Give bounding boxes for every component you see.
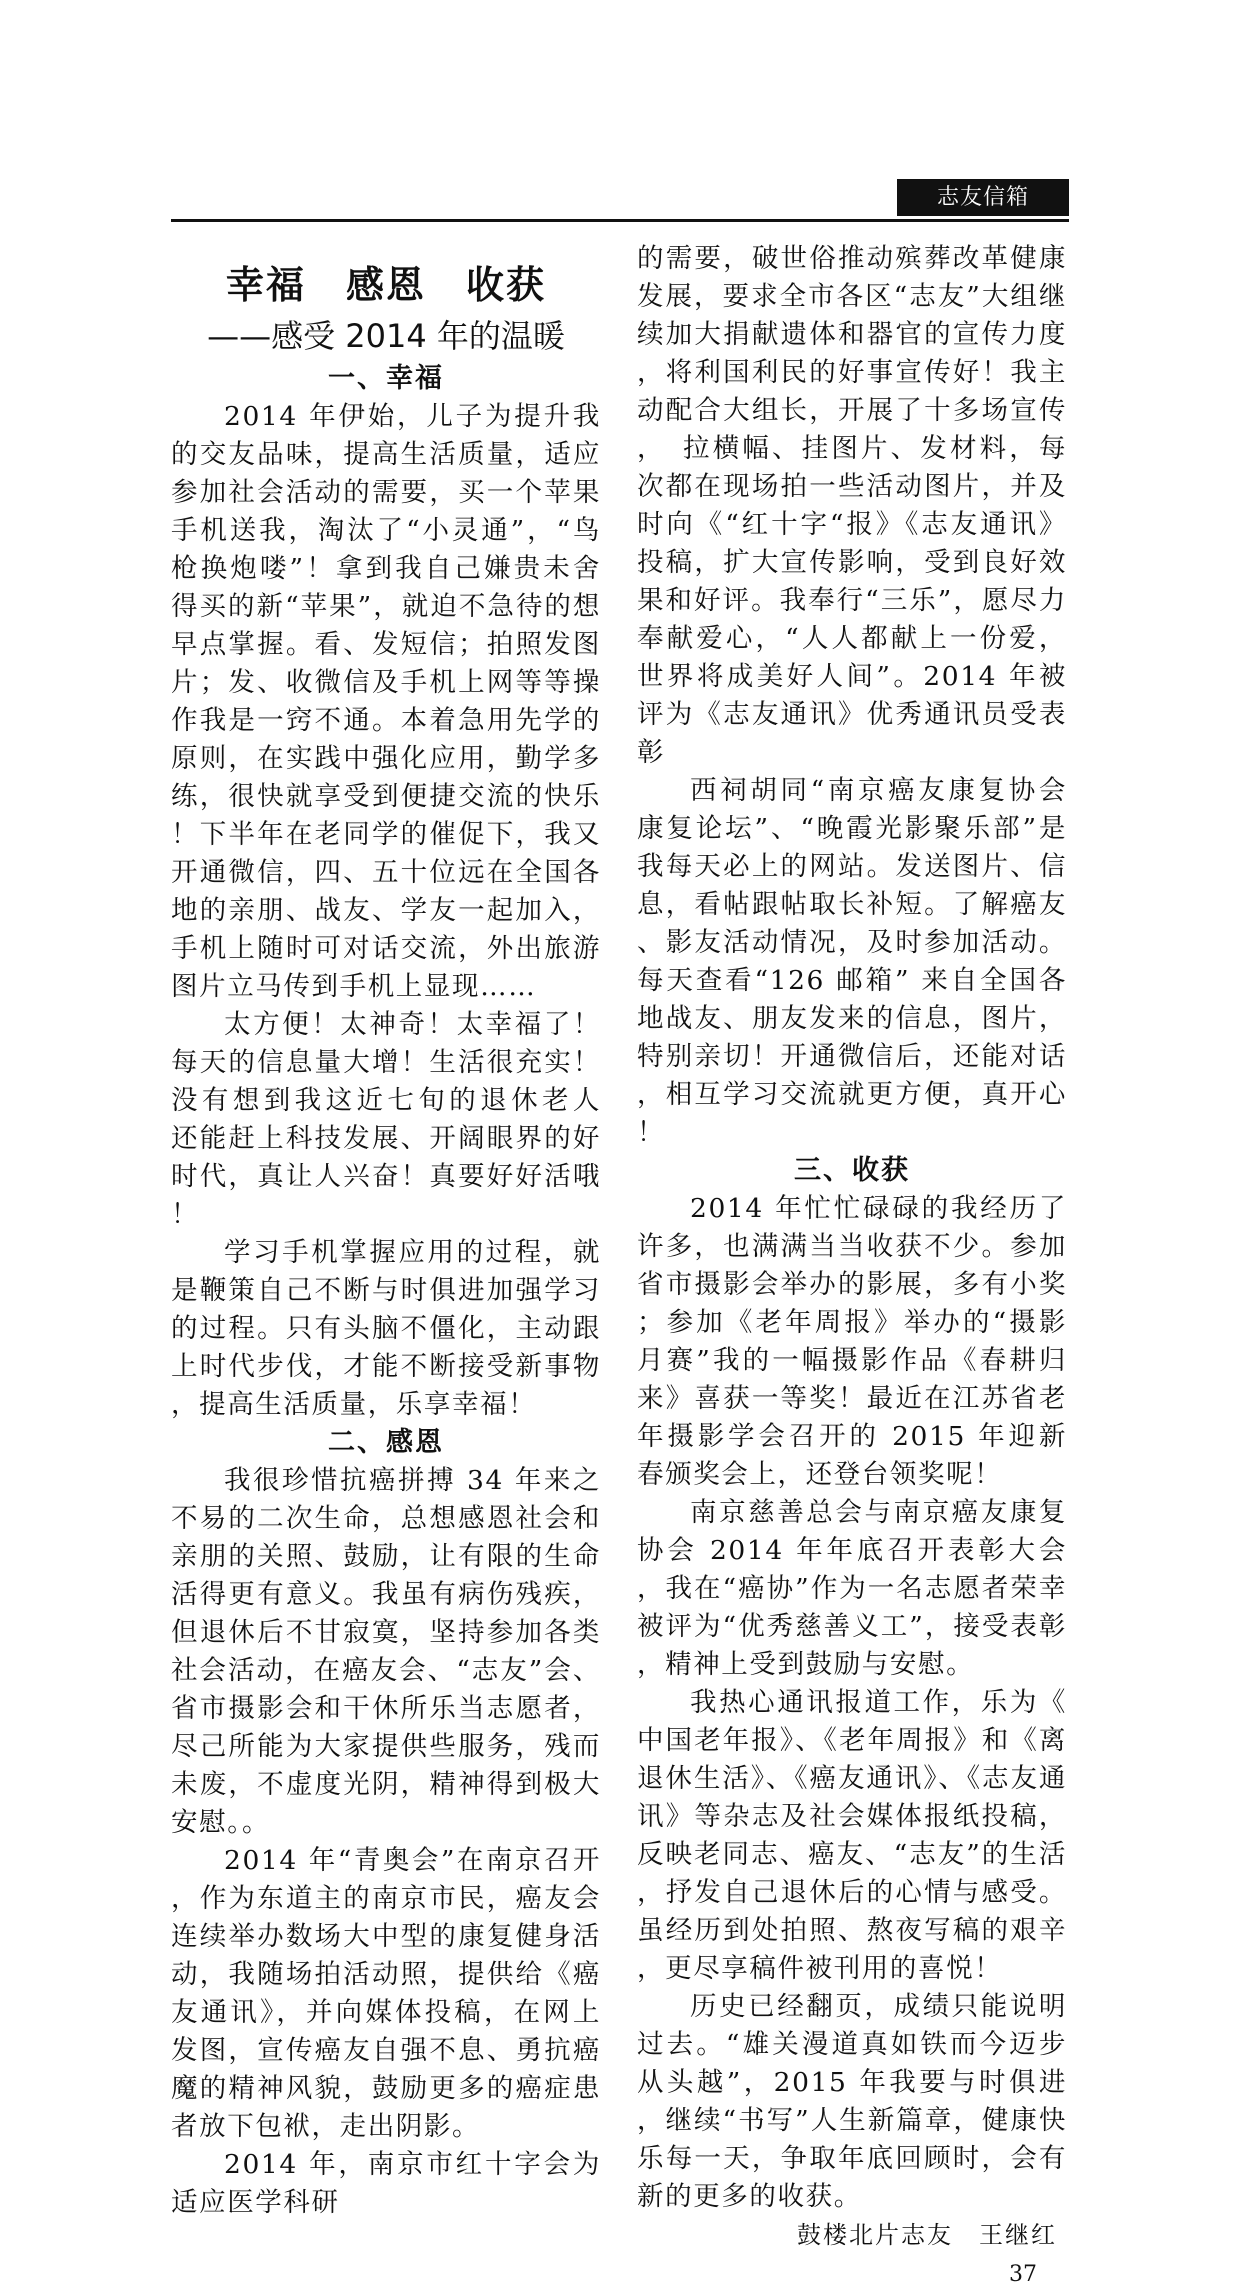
section-heading: 三、收获 [794, 1155, 910, 1186]
author-signature: 鼓楼北片志友 王继红 [797, 2221, 1057, 2249]
header-rule [171, 219, 1069, 222]
paragraph: 2014 年“青奥会”在南京召开，作为东道主的南京市民，癌友会连续举办数场大中型的康复健身活动，我随场拍活动照，提供给《癌友通讯》，并向媒体投稿，在网上发图，宣传癌友自强不息、勇抗癌魔的精神风貌，鼓励更多的癌症患者放下包袱，走出阴影。 [171, 1845, 601, 2142]
right-column [637, 240, 1067, 2290]
paragraph: 西祠胡同“南京癌友康复协会康复论坛”、“晚霞光影聚乐部”是我每天必上的网站。发送图片、信息，看帖跟帖取长补短。了解癌友、影友活动情况，及时参加活动。每天查看“126 邮箱” 来自全国各地战友、朋友发来的信息，图片，特别亲切！开通微信后，还能对话，相互学习交流就更方便，真开心！ [637, 775, 1067, 1148]
page-number: 37 [1009, 2262, 1037, 2287]
paragraph-continued: 的需要，破世俗推动殡葬改革健康发展，要求全市各区“志友”大组继续加大捐献遗体和器官的宣传力度，将利国利民的好事宣传好！我主动配合大组长，开展了十多场宣传， 拉横幅、挂图片、发材料，每次都在现场拍一些活动图片，并及时向《“红十字“报》《志友通讯》投稿，扩大宣传影响，受到良好效果和好评。我奉行“三乐”，愿尽力奉献爱心，“人人都献上一份爱，世界将成美好人间”。2014 年被评为《志友通讯》优秀通讯员受表彰 [637, 243, 1067, 768]
section-heading: 一、幸福 [328, 363, 444, 394]
paragraph: 2014 年，南京市红十字会为适应医学科研 [171, 2149, 601, 2218]
paragraph: 学习手机掌握应用的过程，就是鞭策自己不断与时俱进加强学习的过程。只有头脑不僵化，主动跟上时代步伐，才能不断接受新事物，提高生活质量，乐享幸福！ [171, 1237, 601, 1420]
paragraph: 南京慈善总会与南京癌友康复协会 2014 年年底召开表彰大会，我在“癌协”作为一名志愿者荣幸被评为“优秀慈善义工”，接受表彰，精神上受到鼓励与安慰。 [637, 1497, 1067, 1680]
paragraph: 2014 年伊始，儿子为提升我的交友品味，提高生活质量，适应参加社会活动的需要，买一个苹果手机送我，淘汰了“小灵通”，“鸟枪换炮喽”！拿到我自己嫌贵未舍得买的新“苹果”，就迫不急待的想早点掌握。看、发短信；拍照发图片；发、收微信及手机上网等等操作我是一窍不通。本着急用先学的原则，在实践中强化应用，勤学多练，很快就享受到便捷交流的快乐！下半年在老同学的催促下，我又开通微信，四、五十位远在全国各地的亲朋、战友、学友一起加入，手机上随时可对话交流，外出旅游图片立马传到手机上显现…… [171, 401, 601, 1002]
paragraph: 太方便！太神奇！太幸福了！每天的信息量大增！生活很充实！没有想到我这近七旬的退休老人 还能赶上科技发展、开阔眼界的好时代，真让人兴奋！真要好好活哦！ [171, 1009, 630, 1230]
section-heading: 二、感恩 [328, 1427, 444, 1458]
paragraph: 我很珍惜抗癌拼搏 34 年来之不易的二次生命，总想感恩社会和亲朋的关照、鼓励，让有限的生命活得更有意义。我虽有病伤残疾，但退休后不甘寂寞，坚持参加各类社会活动，在癌友会、“志友”会、省市摄影会和干休所乐当志愿者，尽己所能为大家提供些服务，残而未废，不虚度光阴，精神得到极大安慰。。 [171, 1465, 601, 1838]
left-column [171, 258, 630, 2222]
section-tag: 志友信箱 [897, 179, 1069, 216]
article-subtitle: ——感受 2014 年的温暖 [207, 317, 565, 355]
article-title: 幸福 感恩 收获 [225, 262, 546, 307]
paragraph: 2014 年忙忙碌碌的我经历了许多，也满满当当收获不少。参加省市摄影会举办的影展，多有小奖；参加《老年周报》举办的“摄影月赛”我的一幅摄影作品《春耕归来》喜获一等奖！最近在江苏省老年摄影学会召开的 2015 年迎新春颁奖会上，还登台领奖呢！ [637, 1193, 1067, 1490]
paragraph: 我热心通讯报道工作，乐为《中国老年报》、《老年周报》和《离退休生活》、《癌友通讯》、《志友通讯》等杂志及社会媒体报纸投稿，反映老同志、癌友、“志友”的生活，抒发自己退休后的心情与感受。虽经历到处拍照、熬夜写稿的艰辛，更尽享稿件被刊用的喜悦！ [637, 1687, 1067, 1984]
paragraph: 历史已经翻页，成绩只能说明过去。“雄关漫道真如铁而今迈步从头越”，2015 年我要与时俱进，继续“书写”人生新篇章，健康快乐每一天，争取年底回顾时，会有新的更多的收获。 [637, 1991, 1067, 2212]
